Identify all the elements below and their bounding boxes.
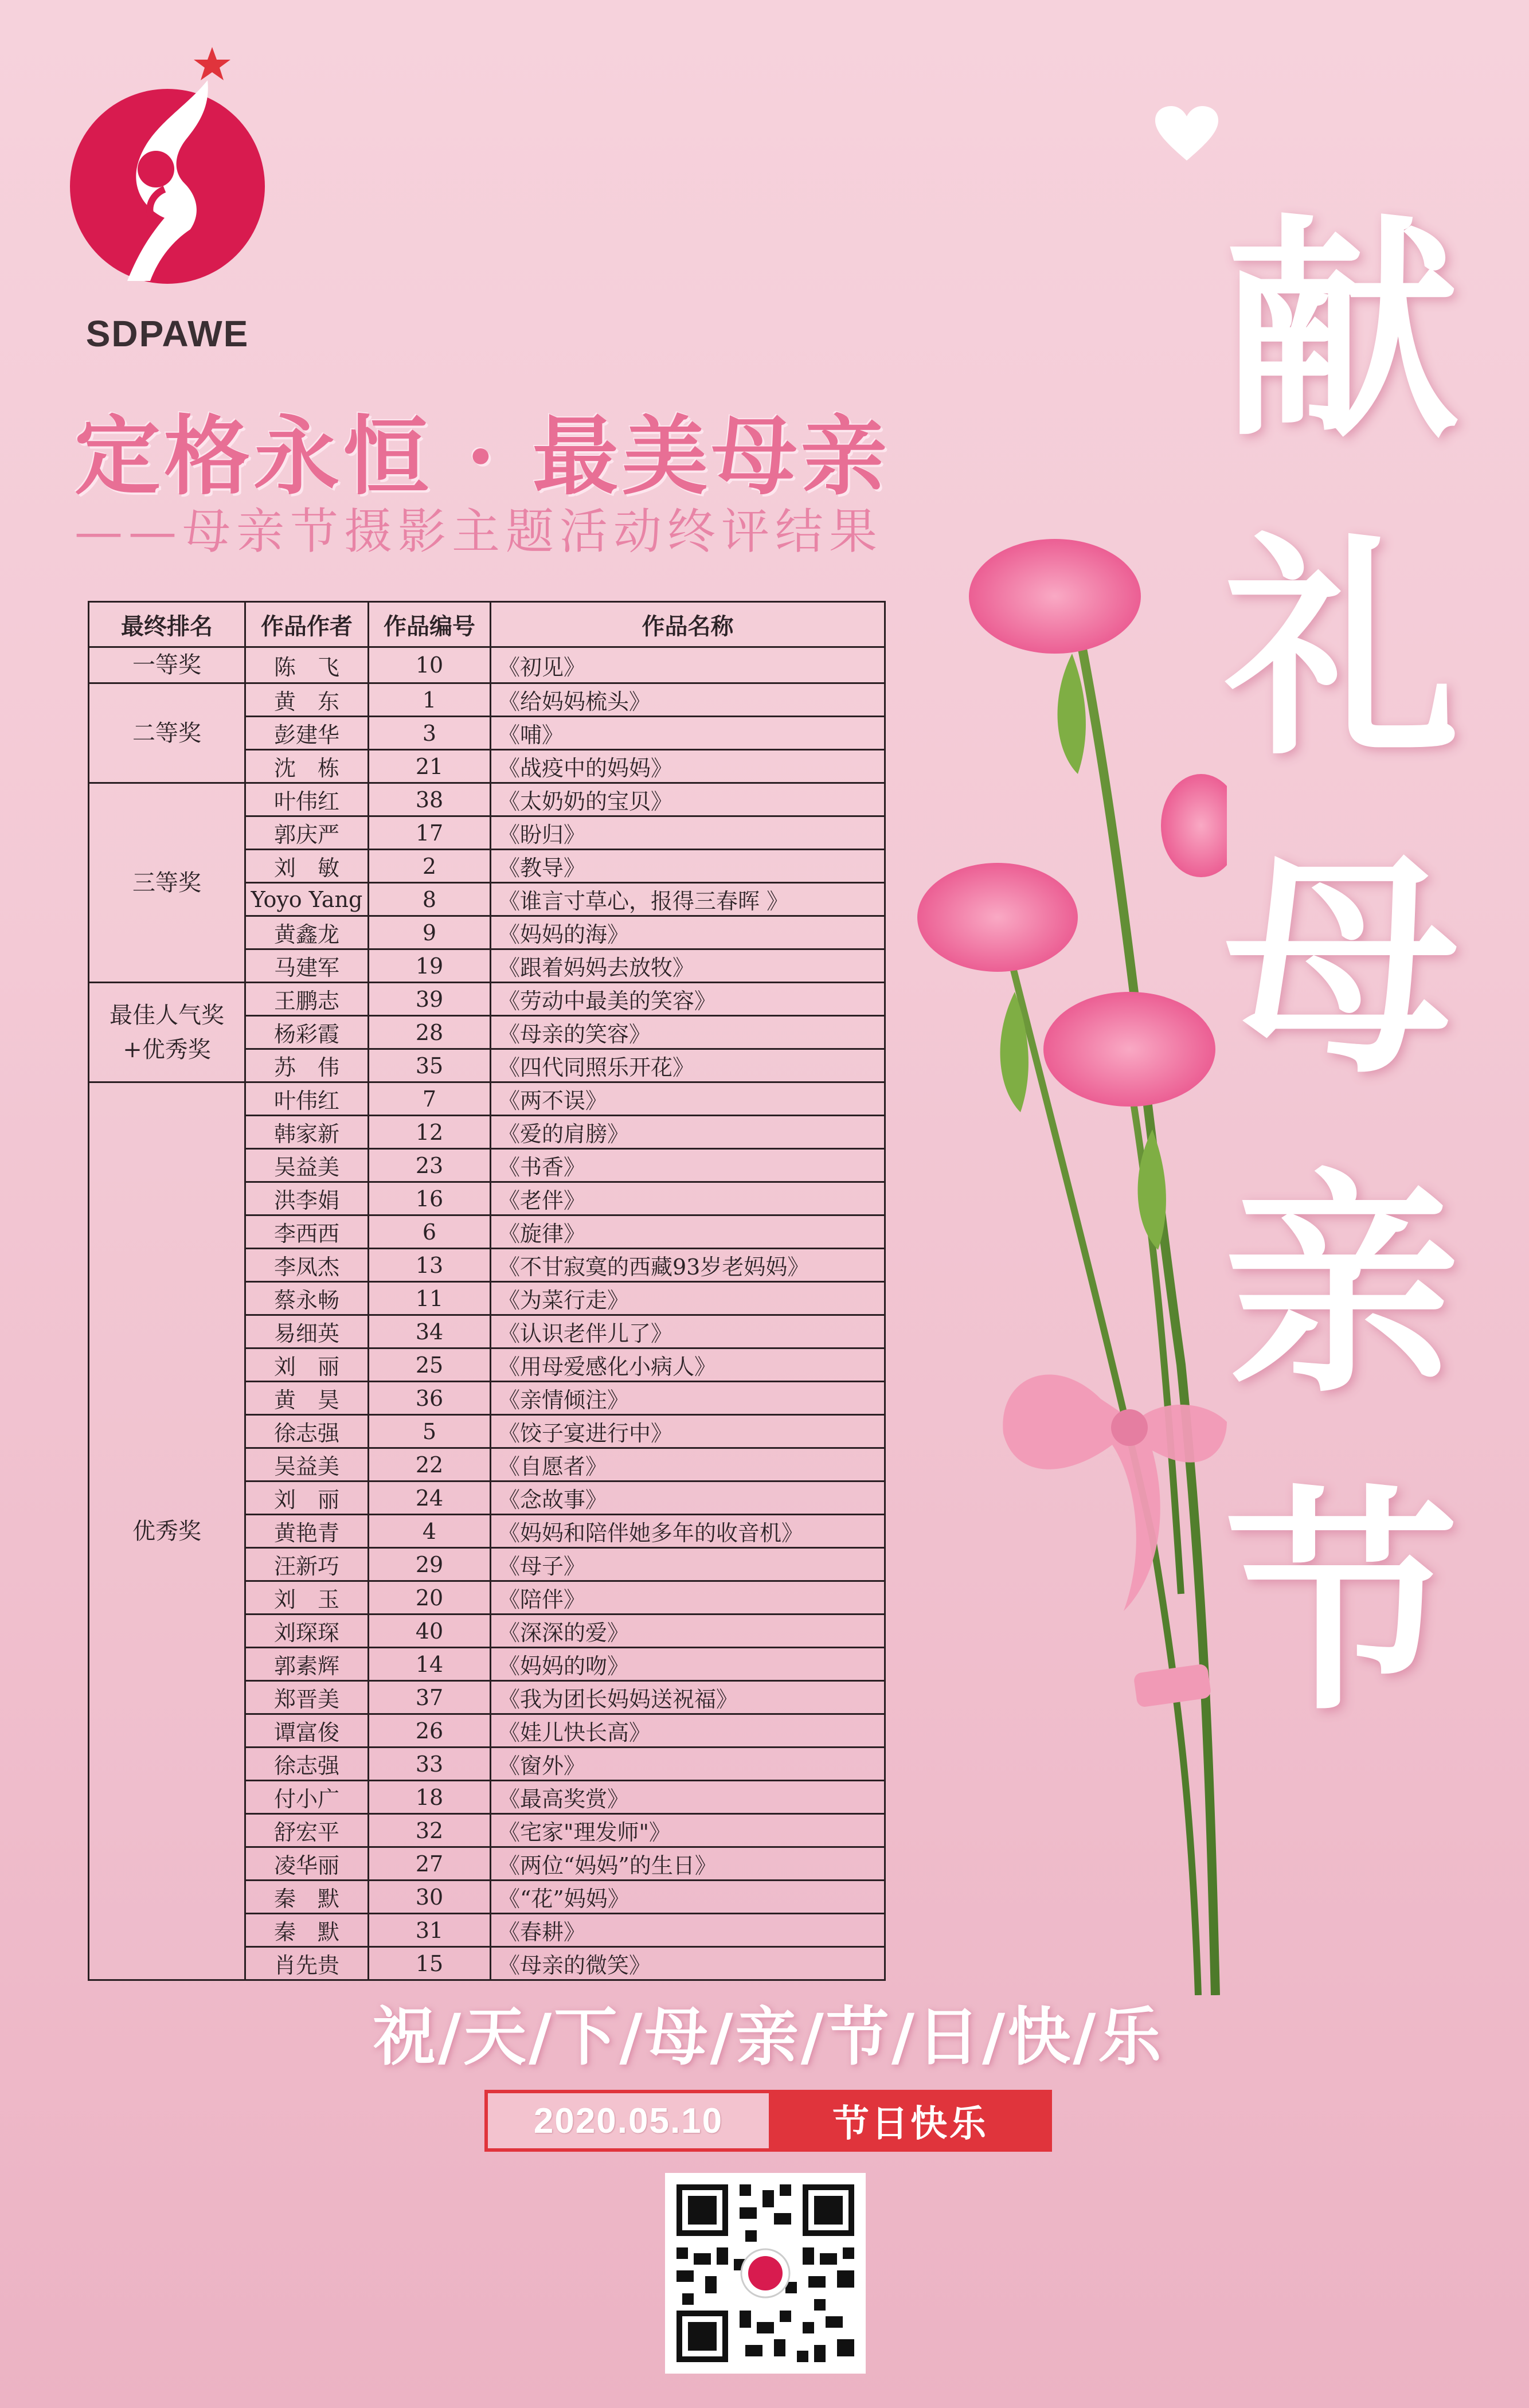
id-cell: 27	[369, 1847, 491, 1881]
title-cell: 《盼归》	[491, 816, 885, 850]
author-cell: 郭素辉	[245, 1648, 369, 1681]
author-cell: 马建军	[245, 949, 369, 983]
id-cell: 26	[369, 1714, 491, 1748]
title-cell: 《四代同照乐开花》	[491, 1049, 885, 1082]
author-cell: 郭庆严	[245, 816, 369, 850]
author-cell: 刘 丽	[245, 1481, 369, 1515]
author-cell: 叶伟红	[245, 783, 369, 816]
author-cell: 刘 丽	[245, 1348, 369, 1382]
title-cell: 《太奶奶的宝贝》	[491, 783, 885, 816]
id-cell: 21	[369, 750, 491, 783]
headline: 定格永恒 · 最美母亲	[75, 406, 890, 507]
id-cell: 39	[369, 983, 491, 1016]
logo-text: SDPAWE	[85, 313, 249, 354]
title-cell: 《窗外》	[491, 1748, 885, 1781]
title-cell: 《春耕》	[491, 1914, 885, 1947]
title-cell: 《用母爱感化小病人》	[491, 1348, 885, 1382]
title-cell: 《跟着妈妈去放牧》	[491, 949, 885, 983]
title-cell: 《劳动中最美的笑容》	[491, 983, 885, 1016]
id-cell: 23	[369, 1149, 491, 1182]
id-cell: 22	[369, 1448, 491, 1481]
id-cell: 24	[369, 1481, 491, 1515]
id-cell: 7	[369, 1082, 491, 1116]
id-cell: 28	[369, 1016, 491, 1049]
author-cell: 陈 飞	[245, 647, 369, 683]
table-header-row	[89, 602, 885, 647]
id-cell: 13	[369, 1249, 491, 1282]
big-title-char: 节	[1224, 1465, 1459, 1742]
title-cell: 《为菜行走》	[491, 1282, 885, 1315]
slogan: 祝/天/下/母/亲/节/日/快/乐	[373, 2000, 1164, 2074]
title-cell: 《旋律》	[491, 1215, 885, 1249]
rank-cell: 最佳人气奖 +优秀奖	[89, 983, 245, 1082]
author-cell: 彭建华	[245, 717, 369, 750]
subheadline: ——母亲节摄影主题活动终评结果	[75, 503, 883, 560]
rank-cell: 三等奖	[89, 783, 245, 983]
title-cell: 《书香》	[491, 1149, 885, 1182]
title-cell: 《初见》	[491, 647, 885, 683]
author-cell: 刘 玉	[245, 1581, 369, 1615]
id-cell: 15	[369, 1947, 491, 1980]
id-cell: 40	[369, 1615, 491, 1648]
title-cell: 《妈妈的海》	[491, 916, 885, 949]
header-title: 作品名称	[491, 602, 885, 647]
id-cell: 14	[369, 1648, 491, 1681]
id-cell: 3	[369, 717, 491, 750]
header-id: 作品编号	[369, 602, 491, 647]
author-cell: 秦 默	[245, 1914, 369, 1947]
id-cell: 35	[369, 1049, 491, 1082]
id-cell: 4	[369, 1515, 491, 1548]
title-cell: 《母子》	[491, 1548, 885, 1581]
date-text: 2020.05.10	[488, 2093, 772, 2148]
big-title-char: 献	[1224, 193, 1459, 469]
id-cell: 11	[369, 1282, 491, 1315]
title-cell: 《亲情倾注》	[491, 1382, 885, 1415]
big-title-char: 母	[1224, 829, 1459, 1105]
author-cell: 李西西	[245, 1215, 369, 1249]
author-cell: 郑晋美	[245, 1681, 369, 1714]
title-cell: 《陪伴》	[491, 1581, 885, 1615]
author-cell: 沈 栋	[245, 750, 369, 783]
header-rank: 最终排名	[89, 602, 245, 647]
id-cell: 32	[369, 1814, 491, 1847]
id-cell: 36	[369, 1382, 491, 1415]
id-cell: 2	[369, 850, 491, 883]
results-table	[88, 601, 886, 1981]
id-cell: 16	[369, 1182, 491, 1215]
title-cell: 《妈妈和陪伴她多年的收音机》	[491, 1515, 885, 1548]
id-cell: 33	[369, 1748, 491, 1781]
author-cell: 凌华丽	[245, 1847, 369, 1881]
qr-code-icon	[665, 2173, 866, 2374]
author-cell: 叶伟红	[245, 1082, 369, 1116]
author-cell: Yoyo Yang	[245, 883, 369, 916]
author-cell: 苏 伟	[245, 1049, 369, 1082]
id-cell: 37	[369, 1681, 491, 1714]
table-row	[89, 647, 885, 683]
title-cell: 《爱的肩膀》	[491, 1116, 885, 1149]
author-cell: 吴益美	[245, 1448, 369, 1481]
title-cell: 《宅家"理发师"》	[491, 1814, 885, 1847]
id-cell: 5	[369, 1415, 491, 1448]
title-cell: 《我为团长妈妈送祝福》	[491, 1681, 885, 1714]
author-cell: 洪李娟	[245, 1182, 369, 1215]
big-title-char: 亲	[1224, 1147, 1459, 1424]
author-cell: 秦 默	[245, 1881, 369, 1914]
id-cell: 17	[369, 816, 491, 850]
author-cell: 徐志强	[245, 1415, 369, 1448]
title-cell: 《母亲的笑容》	[491, 1016, 885, 1049]
title-cell: 《念故事》	[491, 1481, 885, 1515]
author-cell: 黄鑫龙	[245, 916, 369, 949]
big-vertical-title	[1164, 172, 1519, 1763]
date-banner	[484, 2090, 1052, 2152]
title-cell: 《认识老伴儿了》	[491, 1315, 885, 1348]
author-cell: 韩家新	[245, 1116, 369, 1149]
author-cell: 谭富俊	[245, 1714, 369, 1748]
author-cell: 王鹏志	[245, 983, 369, 1016]
author-cell: 黄 昊	[245, 1382, 369, 1415]
title-cell: 《战疫中的妈妈》	[491, 750, 885, 783]
rank-cell: 二等奖	[89, 683, 245, 783]
header-author: 作品作者	[245, 602, 369, 647]
author-cell: 刘琛琛	[245, 1615, 369, 1648]
author-cell: 汪新巧	[245, 1548, 369, 1581]
table-row	[89, 683, 885, 717]
title-cell: 《“花”妈妈》	[491, 1881, 885, 1914]
id-cell: 9	[369, 916, 491, 949]
table-row	[89, 1082, 885, 1116]
author-cell: 黄 东	[245, 683, 369, 717]
id-cell: 10	[369, 647, 491, 683]
title-cell: 《给妈妈梳头》	[491, 683, 885, 717]
id-cell: 34	[369, 1315, 491, 1348]
rank-cell: 优秀奖	[89, 1082, 245, 1980]
table-body	[89, 647, 885, 1980]
title-cell: 《娃儿快长高》	[491, 1714, 885, 1748]
id-cell: 8	[369, 883, 491, 916]
holiday-label: 节日快乐	[832, 2103, 988, 2145]
big-title-char: 礼	[1224, 511, 1459, 787]
author-cell: 李凤杰	[245, 1249, 369, 1282]
title-cell: 《谁言寸草心，报得三春晖 》	[491, 883, 885, 916]
title-cell: 《哺》	[491, 717, 885, 750]
title-cell: 《饺子宴进行中》	[491, 1415, 885, 1448]
author-cell: 蔡永畅	[245, 1282, 369, 1315]
author-cell: 徐志强	[245, 1748, 369, 1781]
title-cell: 《教导》	[491, 850, 885, 883]
title-cell: 《自愿者》	[491, 1448, 885, 1481]
id-cell: 20	[369, 1581, 491, 1615]
id-cell: 30	[369, 1881, 491, 1914]
author-cell: 刘 敏	[245, 850, 369, 883]
title-cell: 《不甘寂寞的西藏93岁老妈妈》	[491, 1249, 885, 1282]
table-row	[89, 783, 885, 816]
title-cell: 《两不误》	[491, 1082, 885, 1116]
id-cell: 6	[369, 1215, 491, 1249]
id-cell: 29	[369, 1548, 491, 1581]
author-cell: 杨彩霞	[245, 1016, 369, 1049]
author-cell: 肖先贵	[245, 1947, 369, 1980]
id-cell: 12	[369, 1116, 491, 1149]
author-cell: 易细英	[245, 1315, 369, 1348]
heart-icon	[1155, 106, 1218, 163]
id-cell: 1	[369, 683, 491, 717]
title-cell: 《最高奖赏》	[491, 1781, 885, 1814]
id-cell: 31	[369, 1914, 491, 1947]
author-cell: 付小广	[245, 1781, 369, 1814]
table-row	[89, 983, 885, 1016]
id-cell: 25	[369, 1348, 491, 1382]
title-cell: 《老伴》	[491, 1182, 885, 1215]
title-cell: 《母亲的微笑》	[491, 1947, 885, 1980]
author-cell: 黄艳青	[245, 1515, 369, 1548]
title-cell: 《妈妈的吻》	[491, 1648, 885, 1681]
id-cell: 19	[369, 949, 491, 983]
author-cell: 吴益美	[245, 1149, 369, 1182]
author-cell: 舒宏平	[245, 1814, 369, 1847]
title-cell: 《两位“妈妈”的生日》	[491, 1847, 885, 1881]
logo-icon	[64, 40, 271, 292]
id-cell: 18	[369, 1781, 491, 1814]
title-cell: 《深深的爱》	[491, 1615, 885, 1648]
id-cell: 38	[369, 783, 491, 816]
rank-cell: 一等奖	[89, 647, 245, 683]
